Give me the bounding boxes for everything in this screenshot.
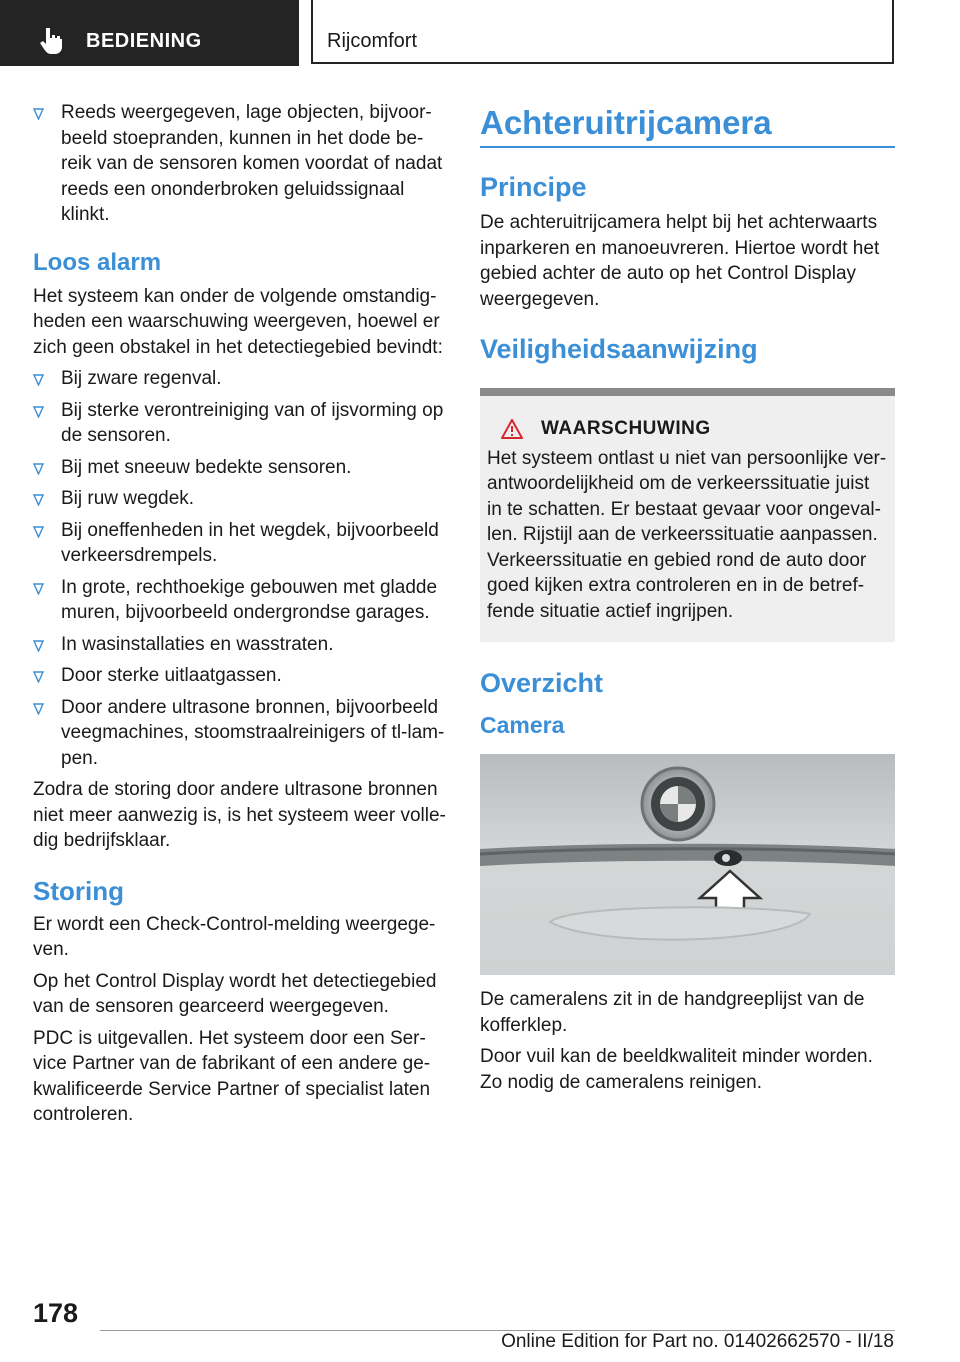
triangle-bullet-icon [33,463,44,475]
principle-text: De achteruitrijcamera helpt bij het achterwaarts inparkeren en manoeuvreren. Hiertoe wordt het gebied achter de auto op het Control Display weergegeven. [480,212,880,310]
list-item: In wasinstallaties en wasstraten. [33,632,449,658]
intro-bullet-list [33,100,449,228]
camera-paragraph: De cameralens zit in de handgreeplijst van de kofferklep. [480,989,865,1036]
chapter-label: Rijcomfort [327,30,418,52]
triangle-bullet-icon [33,703,44,715]
false-alarm-outro: Zodra de storing door andere ultrasone bronnen niet meer aanwezig is, is het systeem weer volle-dig bedrijfsklaar. [33,779,446,851]
left-column [33,100,449,1134]
list-item: Door sterke uitlaatgassen. [33,663,449,689]
edition-footer: Online Edition for Part no. 01402662570 - II/18 [501,1331,894,1352]
warning-header [501,416,887,442]
malfunction-paragraph: PDC is uitgevallen. Het systeem door een Ser-vice Partner van de fabrikant of een andere ge-kwalificeerde Service Partner of specialist laten controleren. [33,1027,431,1125]
list-item: Bij sterke verontreiniging van of ijsvorming op de sensoren. [33,398,449,449]
list-item: Reeds weergegeven, lage objecten, bijvoor-beeld stoepranden, kunnen in het dode be-reik van de sensoren komen voordat of nadat reeds een ononderbroken geluidssignaal klinkt. [33,100,449,228]
warning-text: Het systeem ontlast u niet van persoonlijke ver-antwoordelijkheid om de verkeerssituatie juist in te schatten. Er bestaat gevaar voor ongeval-len. Rijstijl aan de verkeerssituatie aanpassen. Verkeerssituatie en gebied rond de auto door goed kijken extra controleren en in de betref-fende situatie actief ingrijpen. [487,447,887,622]
list-item: In grote, rechthoekige gebouwen met gladde muren, bijvoorbeeld ondergrondse garages. [33,575,449,626]
section-tab[interactable] [0,0,299,66]
warning-label: WAARSCHUWING [541,418,711,439]
page-title: Achteruitrijcamera [480,100,895,148]
false-alarm-intro: Het systeem kan onder de volgende omstandig-heden een waarschuwing weergeven, hoewel er zich geen obstakel in het detectiegebied bevindt: [33,285,443,358]
principle-heading: Principe [480,172,587,202]
triangle-bullet-icon [33,583,44,595]
malfunction-paragraph: Op het Control Display wordt het detectiegebied van de sensoren gearceerd weergegeven. [33,970,437,1017]
camera-photo [480,754,895,975]
warning-box [480,388,895,642]
right-column [480,100,895,1101]
triangle-bullet-icon [33,374,44,386]
triangle-bullet-icon [33,494,44,506]
list-item: Bij ruw wegdek. [33,486,449,512]
triangle-bullet-icon [33,108,44,120]
triangle-bullet-icon [33,640,44,652]
section-label: BEDIENING [86,30,202,52]
camera-paragraph: Door vuil kan de beeldkwaliteit minder worden. Zo nodig de cameralens reinigen. [480,1046,873,1093]
chapter-header [311,0,894,64]
triangle-bullet-icon [33,671,44,683]
false-alarm-list [33,366,449,771]
hand-pointer-icon [40,26,66,54]
triangle-bullet-icon [33,526,44,538]
list-item: Door andere ultrasone bronnen, bijvoorbeeld veegmachines, stoomstraalreinigers of tl-lam-pen. [33,695,449,772]
camera-heading: Camera [480,712,565,738]
page-number: 178 [33,1298,79,1328]
safety-heading: Veiligheidsaanwijzing [480,334,758,364]
malfunction-paragraph: Er wordt een Check-Control-melding weergege-ven. [33,913,436,960]
overview-heading: Overzicht [480,668,604,698]
false-alarm-heading: Loos alarm [33,248,162,276]
warning-triangle-icon [501,419,523,439]
list-item: Bij met sneeuw bedekte sensoren. [33,455,449,481]
list-item: Bij oneffenheden in het wegdek, bijvoorbeeld verkeersdrempels. [33,518,449,569]
malfunction-heading: Storing [33,875,124,906]
triangle-bullet-icon [33,406,44,418]
list-item: Bij zware regenval. [33,366,449,392]
